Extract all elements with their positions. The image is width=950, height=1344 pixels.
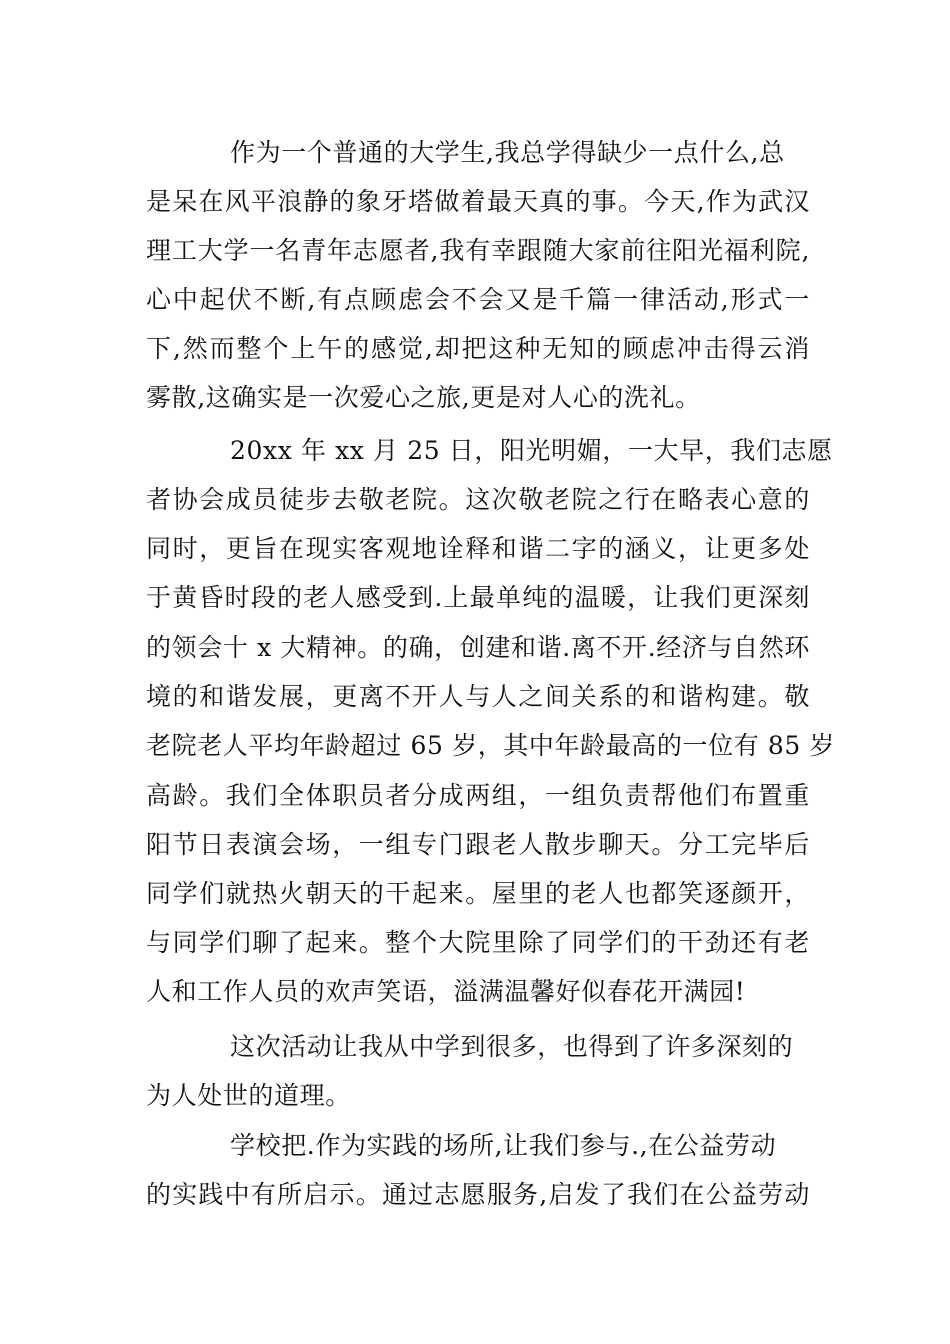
paragraph-1-line-4: 心中起伏不断,有点顾虑会不会又是千篇一律活动,形式一 (146, 285, 810, 314)
paragraph-2-line-4: 于黄昏时段的老人感受到.上最单纯的温暖，让我们更深刻 (146, 583, 810, 612)
paragraph-2-line-12: 人和工作人员的欢声笑语，溢满温馨好似春花开满园! (146, 977, 746, 1006)
paragraph-1-line-3: 理工大学一名青年志愿者,我有幸跟随大家前往阳光福利院, (146, 236, 810, 265)
paragraph-2-line-9: 阳节日表演会场，一组专门跟老人散步聊天。分工完毕后 (146, 830, 810, 859)
paragraph-2-line-1: 20xx 年 xx 月 25 日，阳光明媚，一大早，我们志愿 (230, 436, 833, 465)
paragraph-2-line-7: 老院老人平均年龄超过 65 岁，其中年龄最高的一位有 85 岁 (146, 731, 836, 760)
paragraph-1-line-5: 下,然而整个上午的感觉,却把这种无知的顾虑冲击得云消 (146, 334, 810, 363)
paragraph-1-line-2: 是呆在风平浪静的象牙塔做着最天真的事。今天,作为武汉 (146, 187, 810, 216)
paragraph-1-line-1: 作为一个普通的大学生,我总学得缺少一点什么,总 (230, 138, 785, 167)
document-body (146, 0, 836, 1344)
paragraph-2-line-5: 的领会十 x 大精神。的确，创建和谐.离不开.经济与自然环 (146, 633, 810, 662)
paragraph-2-line-8: 高龄。我们全体职员者分成两组，一组负责帮他们布置重 (146, 781, 810, 810)
paragraph-1-line-6: 雾散,这确实是一次爱心之旅,更是对人心的洗礼。 (146, 383, 701, 412)
paragraph-2-line-10: 同学们就热火朝天的干起来。屋里的老人也都笑逐颜开， (146, 879, 810, 908)
paragraph-4-line-1: 学校把.作为实践的场所,让我们参与.,在公益劳动 (230, 1131, 777, 1160)
paragraph-2-line-6: 境的和谐发展，更离不开人与人之间关系的和谐构建。敬 (146, 682, 810, 711)
paragraph-3-line-2: 为人处世的道理。 (146, 1081, 351, 1110)
paragraph-2-line-11: 与同学们聊了起来。整个大院里除了同学们的干劲还有老 (146, 928, 810, 957)
paragraph-2-line-3: 同时，更旨在现实客观地诠释和谐二字的涵义，让更多处 (146, 534, 810, 563)
paragraph-3-line-1: 这次活动让我从中学到很多，也得到了许多深刻的 (230, 1032, 794, 1061)
paragraph-4-line-2: 的实践中有所启示。通过志愿服务,启发了我们在公益劳动 (146, 1180, 810, 1209)
paragraph-2-line-2: 者协会成员徒步去敬老院。这次敬老院之行在略表心意的 (146, 485, 810, 514)
